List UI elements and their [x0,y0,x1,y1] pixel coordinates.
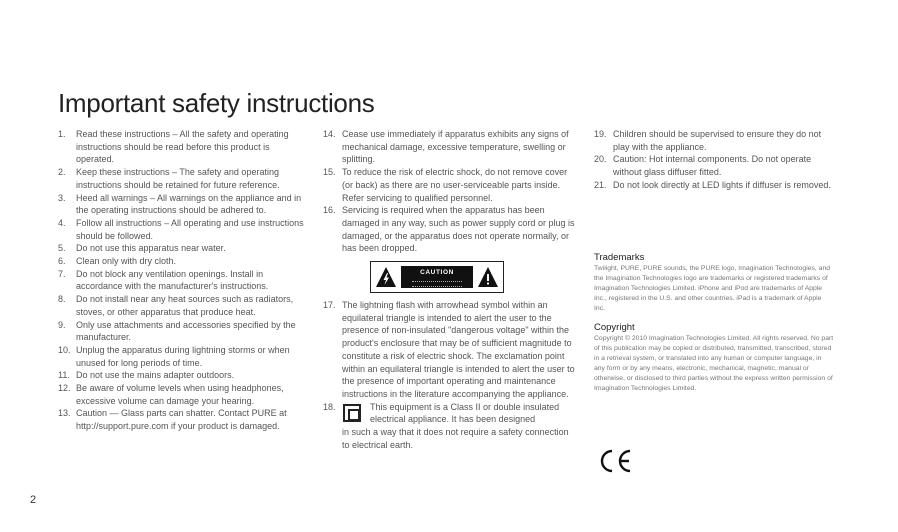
list-item [58,293,310,318]
item-number: 6. [58,256,66,267]
instructions-column-1 [58,128,310,433]
item-number: 5. [58,243,66,254]
item-text: Clean only with dry cloth. [76,256,177,267]
item-number: 15. [323,167,336,178]
lightning-warning-icon [375,266,397,288]
list-item [323,166,575,204]
item-number: 4. [58,217,66,228]
copyright-text: Copyright © 2010 Imagination Technologies Limited. All rights reserved. No part of this publication may be copied or distributed, transmitted, transcribed, stored in a retrieval system, or translated into any human or computer language, in any form or by any means, electronic, mechanical, magnetic, manual or otherwise, or disclosed to third parties without the express written permission of Imagination Technologies Limited. [594,335,834,392]
list-item [58,217,310,242]
item-number: 19. [594,129,607,139]
item-number: 8. [58,294,66,305]
instructions-column-2 [323,128,575,451]
item-text: Servicing is required when the apparatus has been damaged in any way, such as power supply cord or plug is damaged, or the apparatus does not operate normally, or has been dropped. [342,205,575,254]
item-text: Read these instructions – All the safety and operating instructions should be read before this product is operated. [76,129,289,165]
copyright-section [594,322,834,393]
list-item [323,128,575,166]
list-item [58,268,310,293]
list-item [58,255,310,268]
item-text: Do not install near any heat sources such as radiators, stoves, or other apparatus that produce heat. [76,294,294,317]
list-item [323,401,575,452]
list-item [58,344,310,369]
item-number: 20. [594,154,607,165]
page-title: Important safety instructions [58,88,375,118]
item-text: Heed all warnings – All warnings on the appliance and in the operating instructions should be adhered to. [76,192,302,216]
item-number: 16. [323,205,336,216]
item-text: Caution — Glass parts can shatter. Contact PURE at http://support.pure.com if your product is damaged. [76,408,287,432]
item-text: Keep these instructions – The safety and operating instructions should be retained for future reference. [76,167,280,190]
instructions-column-3 [594,128,834,192]
item-text: Cease use immediately if apparatus exhibits any signs of mechanical damage, excessive temperature, swelling or splitting. [342,129,569,165]
item-number: 1. [58,129,66,139]
item-number: 18. [323,401,336,412]
item-text: To reduce the risk of electric shock, do not remove cover (or back) as there are no user-serviceable parts inside. Refer servicing to qualified personnel. [342,167,568,203]
caution-label-graphic [323,257,575,295]
ce-mark-icon [598,448,634,474]
item-number: 9. [58,319,66,330]
item-text: Do not use the mains adapter outdoors. [76,370,235,381]
item-text: Children should be supervised to ensure they do not play with the appliance. [613,129,822,152]
caution-panel [401,266,473,288]
list-item [58,319,310,344]
item-number: 11. [58,370,70,381]
item-text: Do not look directly at LED lights if diffuser is removed. [613,179,831,190]
item-number: 21. [594,179,607,190]
list-item [594,128,834,153]
item-text: Caution: Hot internal components. Do not operate without glass diffuser fitted. [613,154,812,178]
item-number: 13. [58,408,71,419]
item-text: Unplug the apparatus during lightning storms or when unused for long periods of time. [76,344,290,368]
caution-label [370,261,504,293]
item-number: 12. [58,383,71,394]
item-text-line1: This equipment is a Class II or double insulated electrical appliance. It has been designed [370,401,560,425]
item-text: Follow all instructions – All operating and use instructions should be followed. [76,217,304,241]
list-item [58,192,310,217]
item-text-line2: in such a way that it does not require a safety connection to electrical earth. [342,427,569,450]
list-item [58,369,310,382]
list-item [594,179,834,192]
item-number: 7. [58,268,66,279]
item-text: Be aware of volume levels when using headphones, excessive volume can damage your hearing. [76,383,284,406]
item-number: 10. [58,344,71,355]
trademarks-text: Twilight, PURE, PURE sounds, the PURE logo, Imagination Technologies, and the Imagination Technologies logo are trademarks or registered trademarks of Imagination Technologies Limited. iPhone and iPod are trademarks of Apple Inc., registered in the U.S. and other countries. iPad is a trademark of Apple Inc. [594,265,831,312]
list-item [323,204,575,255]
list-item [594,153,834,178]
item-number: 14. [323,129,336,139]
item-text: Only use attachments and accessories specified by the manufacturer. [76,319,296,343]
item-number: 17. [323,300,336,311]
exclamation-warning-icon [477,266,499,288]
list-item [58,242,310,255]
class-ii-double-insulation-icon [343,404,361,422]
list-item [58,128,310,166]
list-item [58,166,310,191]
item-number: 2. [58,167,66,178]
trademarks-heading: Trademarks [594,252,645,263]
caution-text: CAUTION [420,268,454,276]
list-item [58,382,310,407]
page-number: 2 [30,494,37,506]
trademarks-section [594,252,834,314]
item-number: 3. [58,192,66,203]
list-item [323,299,575,401]
item-text: The lightning flash with arrowhead symbol within an equilateral triangle is intended to alert the user to the presence of non-insulated "dangerous voltage" within the product's enclosure that may be of sufficient magnitude to constitute a risk of electric shock. The exclamation point within an equilateral triangle is intended to alert the user to the presence of important operating and maintenance instructions in the literature accompanying the appliance. [342,300,575,399]
item-text: Do not use this apparatus near water. [76,243,226,254]
copyright-heading: Copyright [594,322,635,333]
list-item [58,407,310,432]
item-text: Do not block any ventilation openings. Install in accordance with the manufacturer's instructions. [76,268,269,292]
caution-fine-print [412,281,462,287]
